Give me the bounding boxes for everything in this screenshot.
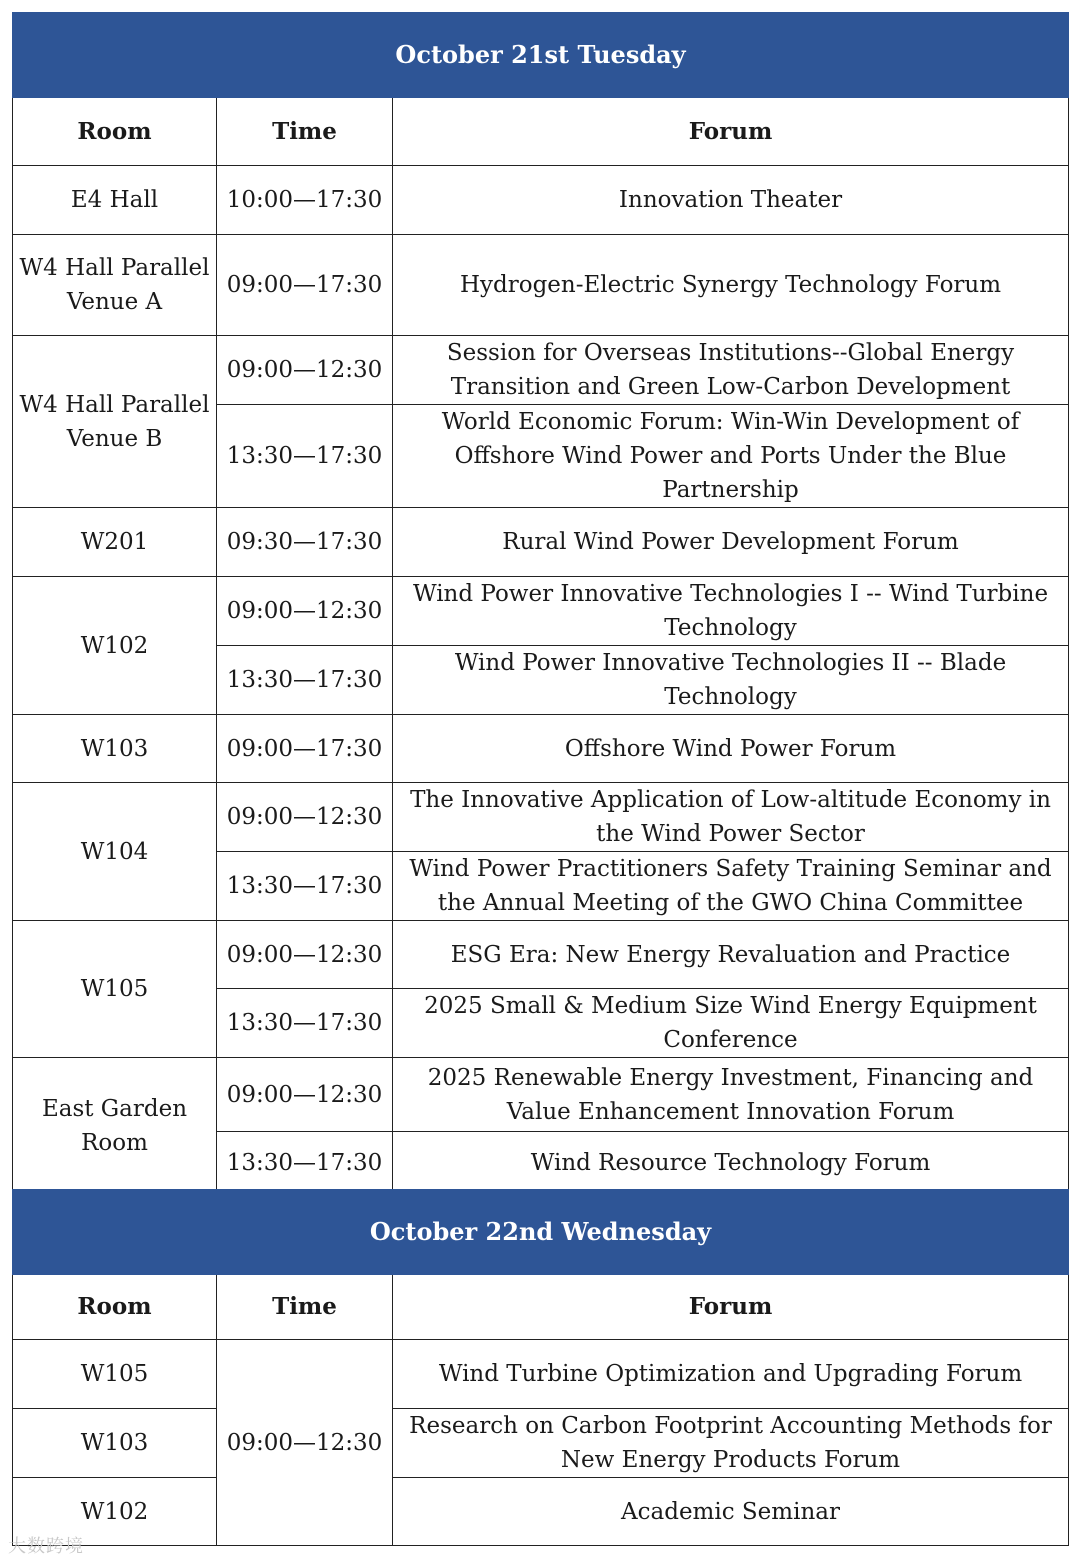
column-header-room: Room [13, 1275, 217, 1340]
time-cell: 09:00—12:30 [217, 577, 393, 646]
time-cell: 13:30—17:30 [217, 852, 393, 921]
table-row [13, 1340, 1069, 1409]
column-header-time: Time [217, 98, 393, 166]
forum-cell: Academic Seminar [393, 1478, 1069, 1546]
column-header-forum: Forum [393, 1275, 1069, 1340]
forum-cell: 2025 Renewable Energy Investment, Financing and Value Enhancement Innovation Forum [393, 1058, 1069, 1132]
forum-cell: Wind Turbine Optimization and Upgrading Forum [393, 1340, 1069, 1409]
forum-cell: ESG Era: New Energy Revaluation and Practice [393, 921, 1069, 989]
forum-cell: World Economic Forum: Win-Win Development of Offshore Wind Power and Ports Under the Blue Partnership [393, 405, 1069, 508]
forum-cell: 2025 Small & Medium Size Wind Energy Equipment Conference [393, 989, 1069, 1058]
forum-cell: Wind Power Practitioners Safety Training Seminar and the Annual Meeting of the GWO China Committee [393, 852, 1069, 921]
time-cell: 09:00—17:30 [217, 715, 393, 783]
table-row [13, 1409, 1069, 1478]
room-cell: East Garden Room [13, 1058, 217, 1195]
room-cell: W4 Hall Parallel Venue A [13, 235, 217, 336]
time-cell: 09:00—12:30 [217, 1058, 393, 1132]
forum-cell: Research on Carbon Footprint Accounting Methods for New Energy Products Forum [393, 1409, 1069, 1478]
room-cell: W105 [13, 1340, 217, 1409]
room-cell: E4 Hall [13, 166, 217, 235]
table-row [13, 783, 1069, 852]
room-cell: W103 [13, 1409, 217, 1478]
room-cell: W105 [13, 921, 217, 1058]
forum-cell: Wind Power Innovative Technologies I -- Wind Turbine Technology [393, 577, 1069, 646]
table-row [13, 1058, 1069, 1132]
column-header-forum: Forum [393, 98, 1069, 166]
time-cell: 10:00—17:30 [217, 166, 393, 235]
forum-cell: Wind Resource Technology Forum [393, 1132, 1069, 1195]
time-cell: 13:30—17:30 [217, 1132, 393, 1195]
forum-cell: Session for Overseas Institutions--Global Energy Transition and Green Low-Carbon Development [393, 336, 1069, 405]
time-cell: 13:30—17:30 [217, 646, 393, 715]
forum-cell: Innovation Theater [393, 166, 1069, 235]
room-cell: W102 [13, 577, 217, 715]
table-row [13, 1478, 1069, 1546]
time-cell: 09:00—12:30 [217, 336, 393, 405]
time-cell: 13:30—17:30 [217, 989, 393, 1058]
room-cell: W4 Hall Parallel Venue B [13, 336, 217, 508]
forum-cell: The Innovative Application of Low-altitude Economy in the Wind Power Sector [393, 783, 1069, 852]
time-cell: 09:30—17:30 [217, 508, 393, 577]
table-row [13, 921, 1069, 989]
table-row [13, 235, 1069, 336]
table-row [13, 508, 1069, 577]
table-row [13, 715, 1069, 783]
table-row [13, 336, 1069, 405]
day-banner: October 22nd Wednesday [13, 1190, 1069, 1275]
column-header-time: Time [217, 1275, 393, 1340]
room-cell: W201 [13, 508, 217, 577]
forum-cell: Offshore Wind Power Forum [393, 715, 1069, 783]
time-cell: 09:00—12:30 [217, 1340, 393, 1546]
forum-cell: Rural Wind Power Development Forum [393, 508, 1069, 577]
time-cell: 13:30—17:30 [217, 405, 393, 508]
column-header-room: Room [13, 98, 217, 166]
room-cell: W104 [13, 783, 217, 921]
schedule-table-day1 [12, 12, 1069, 1195]
room-cell: W103 [13, 715, 217, 783]
time-cell: 09:00—12:30 [217, 783, 393, 852]
day-banner: October 21st Tuesday [13, 13, 1069, 98]
watermark: 大数跨境 [8, 1536, 84, 1557]
time-cell: 09:00—12:30 [217, 921, 393, 989]
room-cell: W102 [13, 1478, 217, 1546]
forum-cell: Wind Power Innovative Technologies II -- Blade Technology [393, 646, 1069, 715]
forum-cell: Hydrogen-Electric Synergy Technology Forum [393, 235, 1069, 336]
time-cell: 09:00—17:30 [217, 235, 393, 336]
schedule-table-day2 [12, 1189, 1069, 1546]
table-row [13, 577, 1069, 646]
table-row [13, 166, 1069, 235]
